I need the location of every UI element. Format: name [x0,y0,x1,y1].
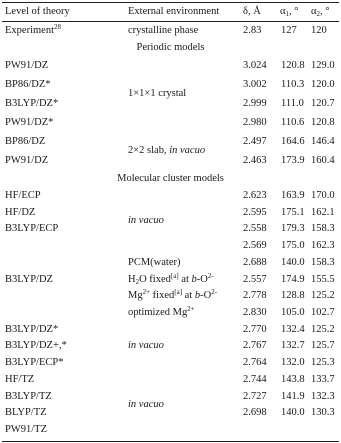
row-level: B3LYP/DZ* [5,98,59,109]
row-alpha1: 132.4 [281,324,305,335]
row-delta: 2.557 [243,274,267,285]
header-level-of-theory: Level of theory [5,6,70,17]
experiment-alpha2: 120 [311,25,327,36]
bottom-rule [2,441,339,442]
row-level: B3LYP/DZ* [5,324,59,335]
header-external-environment: External environment [128,6,220,17]
row-delta: 2.999 [243,98,267,109]
row-level: B3LYP/ECP* [5,357,64,368]
row-alpha2: 162.3 [311,240,335,251]
row-alpha1: 140.0 [281,257,305,268]
row-level: B3LYP/ECP [5,223,59,234]
row-level: PW91/DZ [5,155,49,166]
row-delta: 2.497 [243,136,267,147]
row-alpha2: 132.3 [311,391,335,402]
header-alpha2: α2, ° [311,6,330,18]
row-alpha2: 130.3 [311,407,335,418]
row-alpha1: 120.8 [281,60,305,71]
section-molecular-cluster-models: Molecular cluster models [117,173,224,184]
row-level: HF/DZ [5,207,36,218]
env-in-vacuo: in vacuo [128,399,164,410]
row-level: HF/ECP [5,190,41,201]
row-alpha2: 158.3 [311,257,335,268]
row-alpha1: 110.3 [281,79,305,90]
row-delta: 2.764 [243,357,267,368]
header-rule [2,21,339,22]
env-optimized-mg: optimized $Mg^{2+}$ [128,305,195,318]
row-alpha1: 128.8 [281,290,305,301]
experiment-alpha1: 127 [281,25,297,36]
env-pcm-water: PCM(water) [128,257,181,268]
row-delta: 2.688 [243,257,267,268]
row-level: B3LYP/DZ [5,274,53,285]
row-alpha2: 146.4 [311,136,335,147]
row-alpha1: 111.0 [281,98,304,109]
row-alpha1: 179.3 [281,223,305,234]
row-delta: 2.623 [243,190,267,201]
row-alpha2: 120.8 [311,117,335,128]
row-alpha2: 125.2 [311,290,335,301]
row-delta: 2.830 [243,307,267,318]
row-alpha1: 174.9 [281,274,305,285]
row-alpha1: 141.9 [281,391,305,402]
row-alpha2: 129.0 [311,60,335,71]
row-level: PW91/DZ [5,60,49,71]
env-slab: 2×2 slab, in vacuo [128,145,206,156]
row-alpha2: 155.5 [311,274,335,285]
top-rule [2,2,339,3]
experiment-delta: 2.83 [243,25,262,36]
row-level: PW91/DZ* [5,117,54,128]
header-delta: δ, Å [243,6,261,17]
row-alpha2: 170.0 [311,190,335,201]
row-level: PW91/TZ [5,424,47,435]
row-alpha2: 120.0 [311,79,335,90]
env-mg-fixed: $Mg^{2+}$ fixed[a] at $b-O^{2-}$ [128,288,218,301]
env-in-vacuo: in vacuo [128,340,164,351]
row-alpha2: 162.1 [311,207,335,218]
env-crystal: 1×1×1 crystal [128,88,187,99]
row-level: B3LYP/TZ [5,391,52,402]
row-delta: 2.463 [243,155,267,166]
row-alpha2: 125.3 [311,357,335,368]
row-alpha2: 120.7 [311,98,335,109]
row-alpha1: 175.1 [281,207,305,218]
row-delta: 2.595 [243,207,267,218]
row-alpha2: 133.7 [311,374,335,385]
env-in-vacuo: in vacuo [128,215,164,226]
row-delta: 2.558 [243,223,267,234]
row-alpha1: 132.7 [281,340,305,351]
row-alpha1: 175.0 [281,240,305,251]
row-alpha1: 173.9 [281,155,305,166]
row-alpha2: 158.3 [311,223,335,234]
row-alpha2: 125.2 [311,324,335,335]
header-alpha1: α1, ° [280,6,299,18]
row-level: B3LYP/DZ+,* [5,340,67,351]
row-level: BLYP/TZ [5,407,47,418]
row-alpha2: 160.4 [311,155,335,166]
row-delta: 3.002 [243,79,267,90]
row-alpha2: 125.7 [311,340,335,351]
experiment-env: crystalline phase [128,25,199,36]
row-delta: 2.770 [243,324,267,335]
row-delta: 2.778 [243,290,267,301]
row-delta: 2.744 [243,374,267,385]
row-delta: 2.980 [243,117,267,128]
row-delta: 3.024 [243,60,267,71]
row-delta: 2.727 [243,391,267,402]
row-delta: 2.767 [243,340,267,351]
row-delta: 2.569 [243,240,267,251]
row-alpha1: 110.6 [281,117,305,128]
row-alpha1: 140.0 [281,407,305,418]
experiment-level: Experiment$^{28}$ [5,23,61,36]
row-delta: 2.698 [243,407,267,418]
row-level: BP86/DZ* [5,79,51,90]
row-alpha1: 143.8 [281,374,305,385]
env-h2o-fixed: H2O fixed[a] at $b-O^{2-}$ [128,272,214,286]
row-alpha1: 132.0 [281,357,305,368]
row-alpha1: 163.9 [281,190,305,201]
row-alpha2: 102.7 [311,307,335,318]
row-alpha1: 105.0 [281,307,305,318]
row-level: HF/TZ [5,374,35,385]
row-level: BP86/DZ [5,136,46,147]
row-alpha1: 164.6 [281,136,305,147]
section-periodic-models: Periodic models [136,42,205,53]
